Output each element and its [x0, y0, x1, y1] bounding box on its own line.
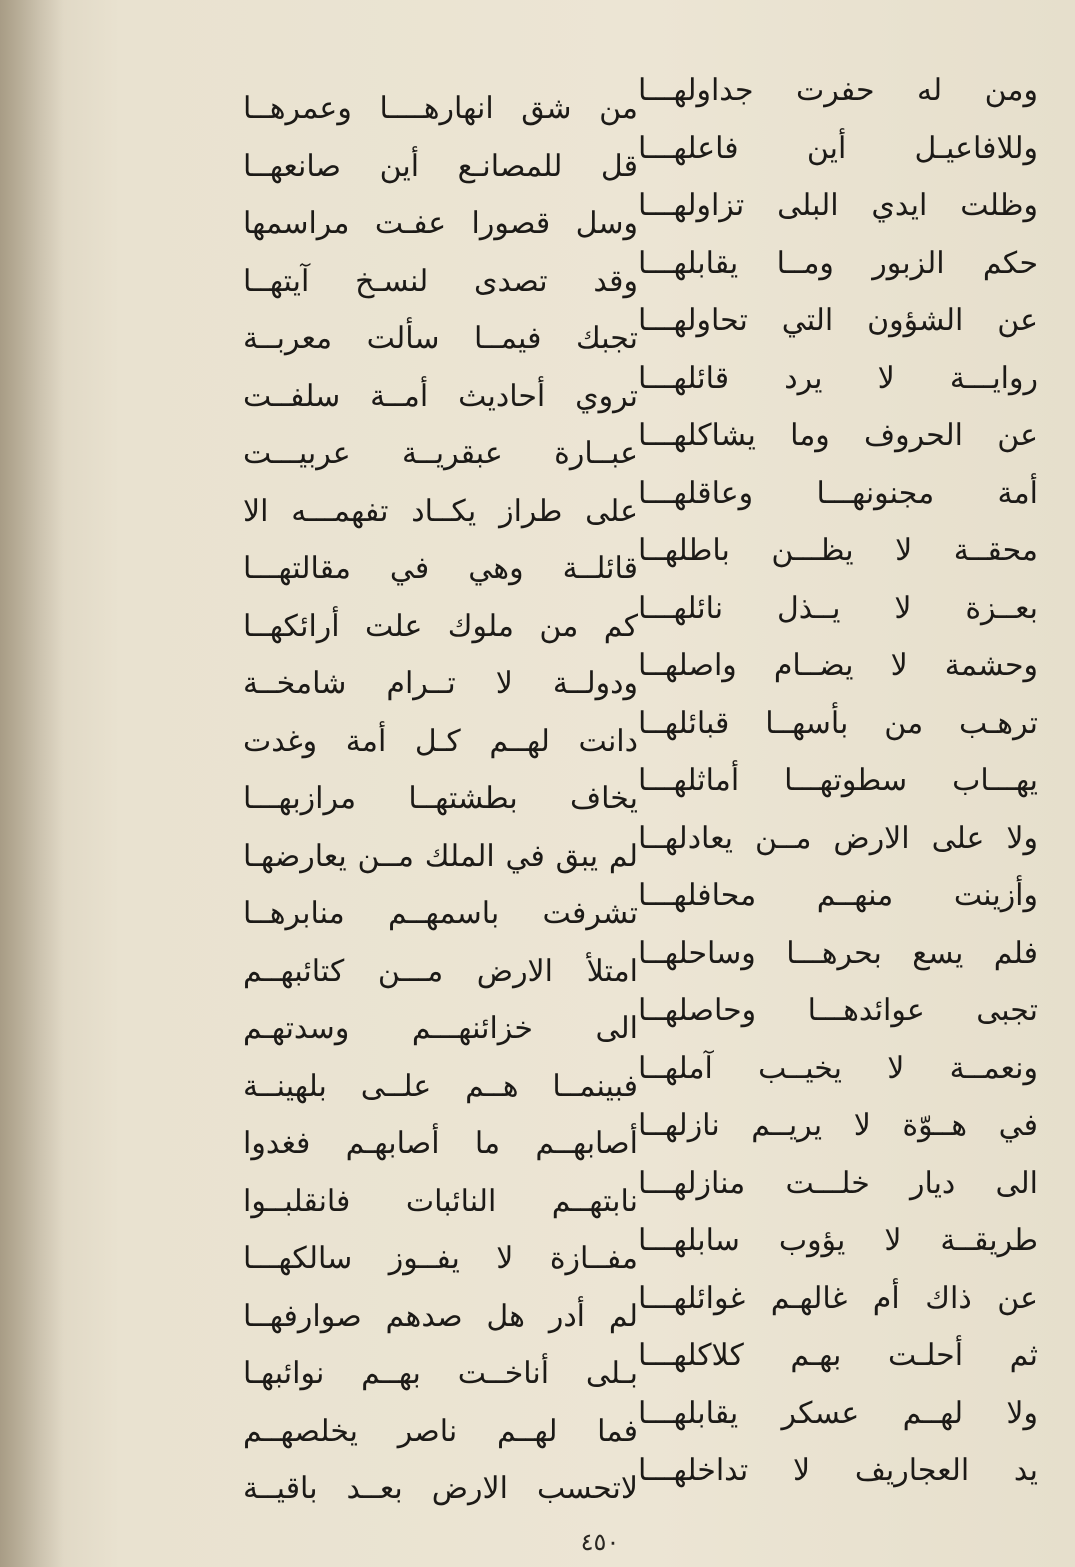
first-hemistich: قائلــة وهي في مقالتهـــا — [243, 551, 638, 586]
second-hemistich: حكم الزبور ومــا يقابلهـــا — [638, 245, 1038, 281]
second-hemistich: ثم أحلـت بهـم كلاكلهـــا — [638, 1338, 1038, 1373]
second-hemistich: أمة مجنونهـــا وعاقلهـــا — [638, 475, 1038, 511]
poem-body — [205, 62, 1070, 1506]
second-hemistich: يهـــاب سطوتهـــا أماثلهـــا — [638, 763, 1038, 798]
first-hemistich: تشرفت باسمهــم منابرهــا — [243, 896, 638, 931]
first-hemistich: من شق انهارهــــا وعمرهــا — [243, 91, 638, 126]
first-hemistich: فما لهــم ناصر يخلصهــم — [243, 1413, 638, 1449]
first-hemistich: امتلأ الارض مـــن كتائبهــم — [243, 953, 638, 989]
first-hemistich: لم يبق في الملك مــن يعارضهـا — [243, 838, 638, 874]
second-hemistich: الى ديار خلـــت منازلهـــا — [638, 1165, 1038, 1201]
first-hemistich: بـلى أناخــت بهــم نوائبهـا — [243, 1356, 638, 1391]
first-hemistich: نابتهــم النائبات فانقلبــوا — [243, 1183, 638, 1219]
first-hemistich: دانت لهــم كـل أمة وغدت — [243, 723, 638, 759]
second-hemistich: ترهـب من بأسهــا قبائلهــا — [638, 705, 1038, 741]
first-hemistich: قل للمصانـع أين صانعهــا — [243, 148, 638, 184]
second-hemistich: في هــوّة لا يريــم نازلهــا — [638, 1108, 1038, 1143]
first-hemistich: أصابهــم ما أصابهـم فغدوا — [243, 1126, 638, 1161]
second-hemistich: ومن له حفرت جداولهـــا — [638, 73, 1038, 108]
first-hemistich: لم أدر هل صدهم صوارفهــا — [243, 1298, 638, 1334]
first-hemistich: كم من ملوك علت أرائكهــا — [243, 608, 638, 644]
first-hemistich: وسل قصورا عفـت مراسمها — [243, 206, 638, 241]
second-hemistich: وظلت ايدي البلى تزاولهـــا — [638, 188, 1038, 223]
first-hemistich: يخاف بطشتهــا مرازبهـــا — [243, 781, 638, 816]
first-hemistich: لاتحسب الارض بعــد باقيــة — [243, 1471, 638, 1506]
poem-column-first — [243, 62, 638, 1520]
binding-gutter-shadow — [0, 0, 64, 1567]
page-number: ٤٥٠ — [580, 1528, 620, 1556]
first-hemistich: الى خزائنهـــم وسدتهـم — [243, 1011, 638, 1046]
second-hemistich: عن الحروف وما يشاكلهـــا — [638, 418, 1038, 453]
first-hemistich: وقد تصدى لنسـخ آيتهــا — [243, 263, 638, 299]
second-hemistich: يد العجاريف لا تداخلهـــا — [638, 1453, 1038, 1488]
first-hemistich: عبــارة عبقريــة عربيـــت — [243, 436, 638, 471]
first-hemistich: تروي أحاديث أمــة سلفــت — [243, 378, 638, 414]
second-hemistich: روايـــة لا يرد قائلهـــا — [638, 360, 1038, 396]
second-hemistich: محقــة لا يظـــن باطلهــا — [638, 533, 1038, 568]
second-hemistich: طريقــة لا يؤوب سابلهـــا — [638, 1223, 1038, 1258]
second-hemistich: عن الشؤون التي تحاولهـــا — [638, 303, 1038, 338]
second-hemistich: ولا على الارض مــن يعادلهــا — [638, 820, 1038, 856]
second-hemistich: ونعمــة لا يخيــب آملهــا — [638, 1050, 1038, 1086]
first-hemistich: تجبك فيمــا سألت معربــة — [243, 321, 638, 356]
second-hemistich: عن ذاك أم غالهـم غوائلهـــا — [638, 1280, 1038, 1316]
second-hemistich: ولا لهــم عسكر يقابلهـــا — [638, 1395, 1038, 1431]
first-hemistich: فبينمــا هــم علــى بلهينــة — [243, 1068, 638, 1104]
second-hemistich: فلم يسع بحرهـــا وساحلهــا — [638, 935, 1038, 971]
second-hemistich: وأزينت منهــم محافلهـــا — [638, 878, 1038, 913]
poem-column-second — [638, 62, 1038, 1502]
first-hemistich: مفــازة لا يفــوز سالكهـــا — [243, 1241, 638, 1276]
second-hemistich: وحشمة لا يضــام واصلهــا — [638, 648, 1038, 683]
first-hemistich: ودولــة لا تــرام شامخــة — [243, 666, 638, 701]
second-hemistich: وللافاعيـل أين فاعلهـــا — [638, 130, 1038, 166]
first-hemistich: على طراز يكــاد تفهمـــه الا — [243, 493, 638, 529]
second-hemistich: تجبى عوائدهـــا وحاصلهــا — [638, 993, 1038, 1028]
second-hemistich: بعــزة لا يــذل نائلهـــا — [638, 590, 1038, 626]
